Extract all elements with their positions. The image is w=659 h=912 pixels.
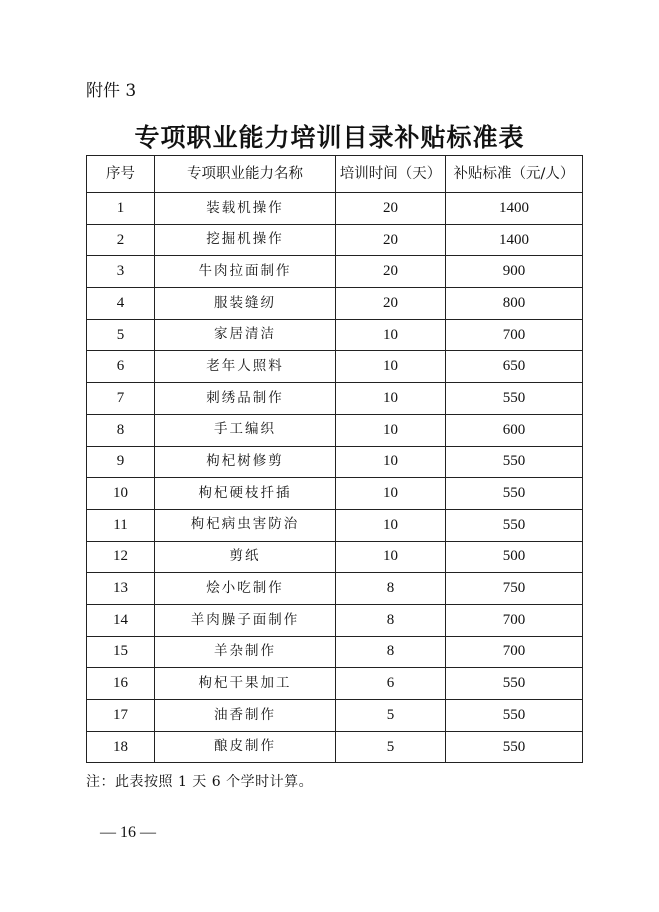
row-skill-name: 家居清洁 — [155, 319, 336, 351]
row-skill-name: 刺绣品制作 — [155, 383, 336, 415]
row-subsidy: 1400 — [446, 224, 583, 256]
row-skill-name: 服装缝纫 — [155, 288, 336, 320]
row-index: 5 — [87, 319, 155, 351]
row-skill-name: 剪纸 — [155, 541, 336, 573]
row-index: 9 — [87, 446, 155, 478]
page-number: — 16 — — [100, 824, 156, 841]
row-index: 12 — [87, 541, 155, 573]
table-row — [87, 509, 583, 541]
attachment-label: 附件 3 — [86, 81, 137, 101]
table-row — [87, 256, 583, 288]
row-training-days: 8 — [336, 636, 446, 668]
table-row — [87, 319, 583, 351]
row-skill-name: 老年人照料 — [155, 351, 336, 383]
row-subsidy: 650 — [446, 351, 583, 383]
table-row — [87, 193, 583, 225]
row-training-days: 20 — [336, 193, 446, 225]
row-skill-name: 羊杂制作 — [155, 636, 336, 668]
row-skill-name: 枸杞病虫害防治 — [155, 509, 336, 541]
row-training-days: 20 — [336, 288, 446, 320]
table-row — [87, 351, 583, 383]
row-subsidy: 700 — [446, 319, 583, 351]
row-index: 16 — [87, 668, 155, 700]
row-index: 18 — [87, 731, 155, 763]
table-row — [87, 573, 583, 605]
row-index: 15 — [87, 636, 155, 668]
row-subsidy: 550 — [446, 731, 583, 763]
table-row — [87, 383, 583, 415]
row-index: 7 — [87, 383, 155, 415]
row-training-days: 10 — [336, 446, 446, 478]
row-skill-name: 酿皮制作 — [155, 731, 336, 763]
row-subsidy: 700 — [446, 636, 583, 668]
row-subsidy: 700 — [446, 604, 583, 636]
table-row — [87, 446, 583, 478]
row-skill-name: 烩小吃制作 — [155, 573, 336, 605]
row-training-days: 5 — [336, 700, 446, 732]
row-index: 10 — [87, 478, 155, 510]
row-training-days: 8 — [336, 573, 446, 605]
header-skill-name: 专项职业能力名称 — [155, 156, 336, 193]
table-row — [87, 478, 583, 510]
row-index: 11 — [87, 509, 155, 541]
row-skill-name: 挖掘机操作 — [155, 224, 336, 256]
row-index: 6 — [87, 351, 155, 383]
row-index: 2 — [87, 224, 155, 256]
row-skill-name: 羊肉臊子面制作 — [155, 604, 336, 636]
row-training-days: 10 — [336, 351, 446, 383]
row-skill-name: 枸杞树修剪 — [155, 446, 336, 478]
row-skill-name: 油香制作 — [155, 700, 336, 732]
table-row — [87, 288, 583, 320]
table-row — [87, 668, 583, 700]
row-index: 3 — [87, 256, 155, 288]
row-subsidy: 900 — [446, 256, 583, 288]
row-skill-name: 手工编织 — [155, 414, 336, 446]
table-row — [87, 731, 583, 763]
row-training-days: 20 — [336, 224, 446, 256]
row-index: 13 — [87, 573, 155, 605]
table-row — [87, 541, 583, 573]
row-index: 4 — [87, 288, 155, 320]
row-index: 8 — [87, 414, 155, 446]
row-subsidy: 550 — [446, 446, 583, 478]
row-subsidy: 600 — [446, 414, 583, 446]
table-row — [87, 700, 583, 732]
row-training-days: 5 — [336, 731, 446, 763]
row-subsidy: 1400 — [446, 193, 583, 225]
row-training-days: 10 — [336, 319, 446, 351]
row-skill-name: 枸杞硬枝扦插 — [155, 478, 336, 510]
row-skill-name: 枸杞干果加工 — [155, 668, 336, 700]
header-subsidy-standard: 补贴标准（元/人） — [446, 156, 583, 193]
row-training-days: 10 — [336, 509, 446, 541]
row-index: 17 — [87, 700, 155, 732]
row-subsidy: 500 — [446, 541, 583, 573]
table-row — [87, 224, 583, 256]
header-index: 序号 — [87, 156, 155, 193]
document-title: 专项职业能力培训目录补贴标准表 — [134, 123, 525, 152]
table-note: 注：此表按照 1 天 6 个学时计算。 — [86, 774, 314, 790]
row-skill-name: 牛肉拉面制作 — [155, 256, 336, 288]
header-training-days: 培训时间（天） — [336, 156, 446, 193]
row-training-days: 20 — [336, 256, 446, 288]
row-training-days: 10 — [336, 541, 446, 573]
row-training-days: 10 — [336, 383, 446, 415]
row-training-days: 10 — [336, 414, 446, 446]
row-skill-name: 装载机操作 — [155, 193, 336, 225]
row-subsidy: 550 — [446, 509, 583, 541]
row-subsidy: 550 — [446, 700, 583, 732]
table-header-row — [87, 156, 583, 193]
row-index: 1 — [87, 193, 155, 225]
row-training-days: 8 — [336, 604, 446, 636]
row-subsidy: 550 — [446, 383, 583, 415]
row-index: 14 — [87, 604, 155, 636]
table-row — [87, 414, 583, 446]
table-row — [87, 604, 583, 636]
row-training-days: 10 — [336, 478, 446, 510]
table-row — [87, 636, 583, 668]
subsidy-table — [86, 155, 583, 763]
row-subsidy: 750 — [446, 573, 583, 605]
row-subsidy: 550 — [446, 668, 583, 700]
row-training-days: 6 — [336, 668, 446, 700]
row-subsidy: 800 — [446, 288, 583, 320]
row-subsidy: 550 — [446, 478, 583, 510]
